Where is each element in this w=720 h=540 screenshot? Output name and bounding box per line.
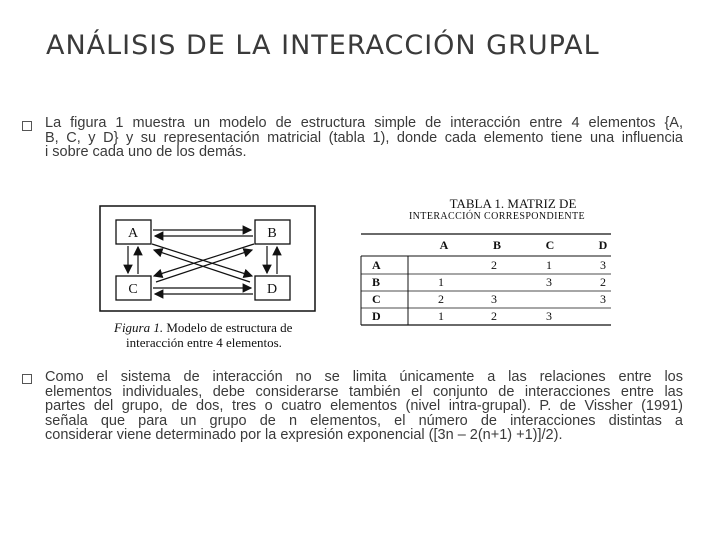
table-cell: 3 [546, 275, 552, 289]
paragraph-1-line: B, C, y D} y su representación matricial (tabla 1), donde cada elemento tiene una influencia [45, 129, 683, 146]
node-a-label: A [127, 226, 139, 241]
table-header-cell: D [598, 238, 608, 252]
table-cell: 1 [438, 309, 444, 323]
paragraph-1 [45, 116, 683, 160]
paragraph-2 [45, 370, 683, 443]
paragraph-2-line: Como el sistema de interacción no se limita únicamente a las relaciones entre los [45, 369, 683, 385]
table-cell: 3 [600, 292, 606, 306]
figure-image [78, 196, 633, 354]
table-cell: 2 [491, 309, 497, 323]
table-cell: 3 [491, 292, 497, 306]
table-row-head: D [372, 309, 381, 323]
node-d-label: D [266, 282, 278, 297]
table-row-head: A [372, 258, 381, 272]
table-cell: 1 [438, 275, 444, 289]
table-cell: 1 [546, 258, 552, 272]
table-header-cell: C [545, 238, 555, 252]
table-title-line1: TABLA 1. MATRIZ DE [449, 196, 577, 211]
table-cell: 2 [438, 292, 444, 306]
paragraph-2-line: considerar viene determinado por la expresión exponencial ([3n – 2(n+1) +1)]/2). [45, 427, 563, 443]
interaction-figure [78, 196, 633, 354]
figure-caption-line2: interacción entre 4 elementos. [126, 335, 282, 350]
slide-title: ANÁLISIS DE LA INTERACCIÓN GRUPAL [46, 30, 600, 61]
paragraph-1-line: i sobre cada uno de los demás. [45, 144, 247, 160]
paragraph-2-line: señala que para un grupo de n elementos, el número de interacciones distintas a [45, 412, 683, 429]
paragraph-2-line: partes del grupo, de dos, tres o cuatro elementos (nivel intra-grupal). P. de Vissher (1991) [45, 398, 683, 414]
table-row-head: C [372, 292, 381, 306]
table-cell: 2 [600, 275, 606, 289]
paragraph-1-line: La figura 1 muestra un modelo de estructura simple de interacción entre 4 elementos {A, [45, 115, 683, 131]
table-header-cell: A [439, 238, 449, 252]
table-cell: 3 [546, 309, 552, 323]
bullet-2 [22, 374, 32, 384]
table-row-head: B [372, 275, 381, 289]
node-b-label: B [267, 226, 277, 241]
table-header-cell: B [492, 238, 502, 252]
figure-caption-line1 [113, 320, 293, 335]
bullet-1 [22, 121, 32, 131]
table-title-line2: INTERACCIÓN CORRESPONDIENTE [408, 211, 586, 222]
figure-caption-rest: Modelo de estructura de [163, 320, 293, 335]
table-cell: 3 [600, 258, 606, 272]
interaction-matrix [361, 234, 611, 325]
table-cell: 2 [491, 258, 497, 272]
figure-caption-prefix: Figura 1. [114, 320, 164, 335]
node-c-label: C [128, 282, 138, 297]
paragraph-2-line: elementos individuales, debe considerarse también el conjunto de interacciones entre las [45, 383, 683, 400]
